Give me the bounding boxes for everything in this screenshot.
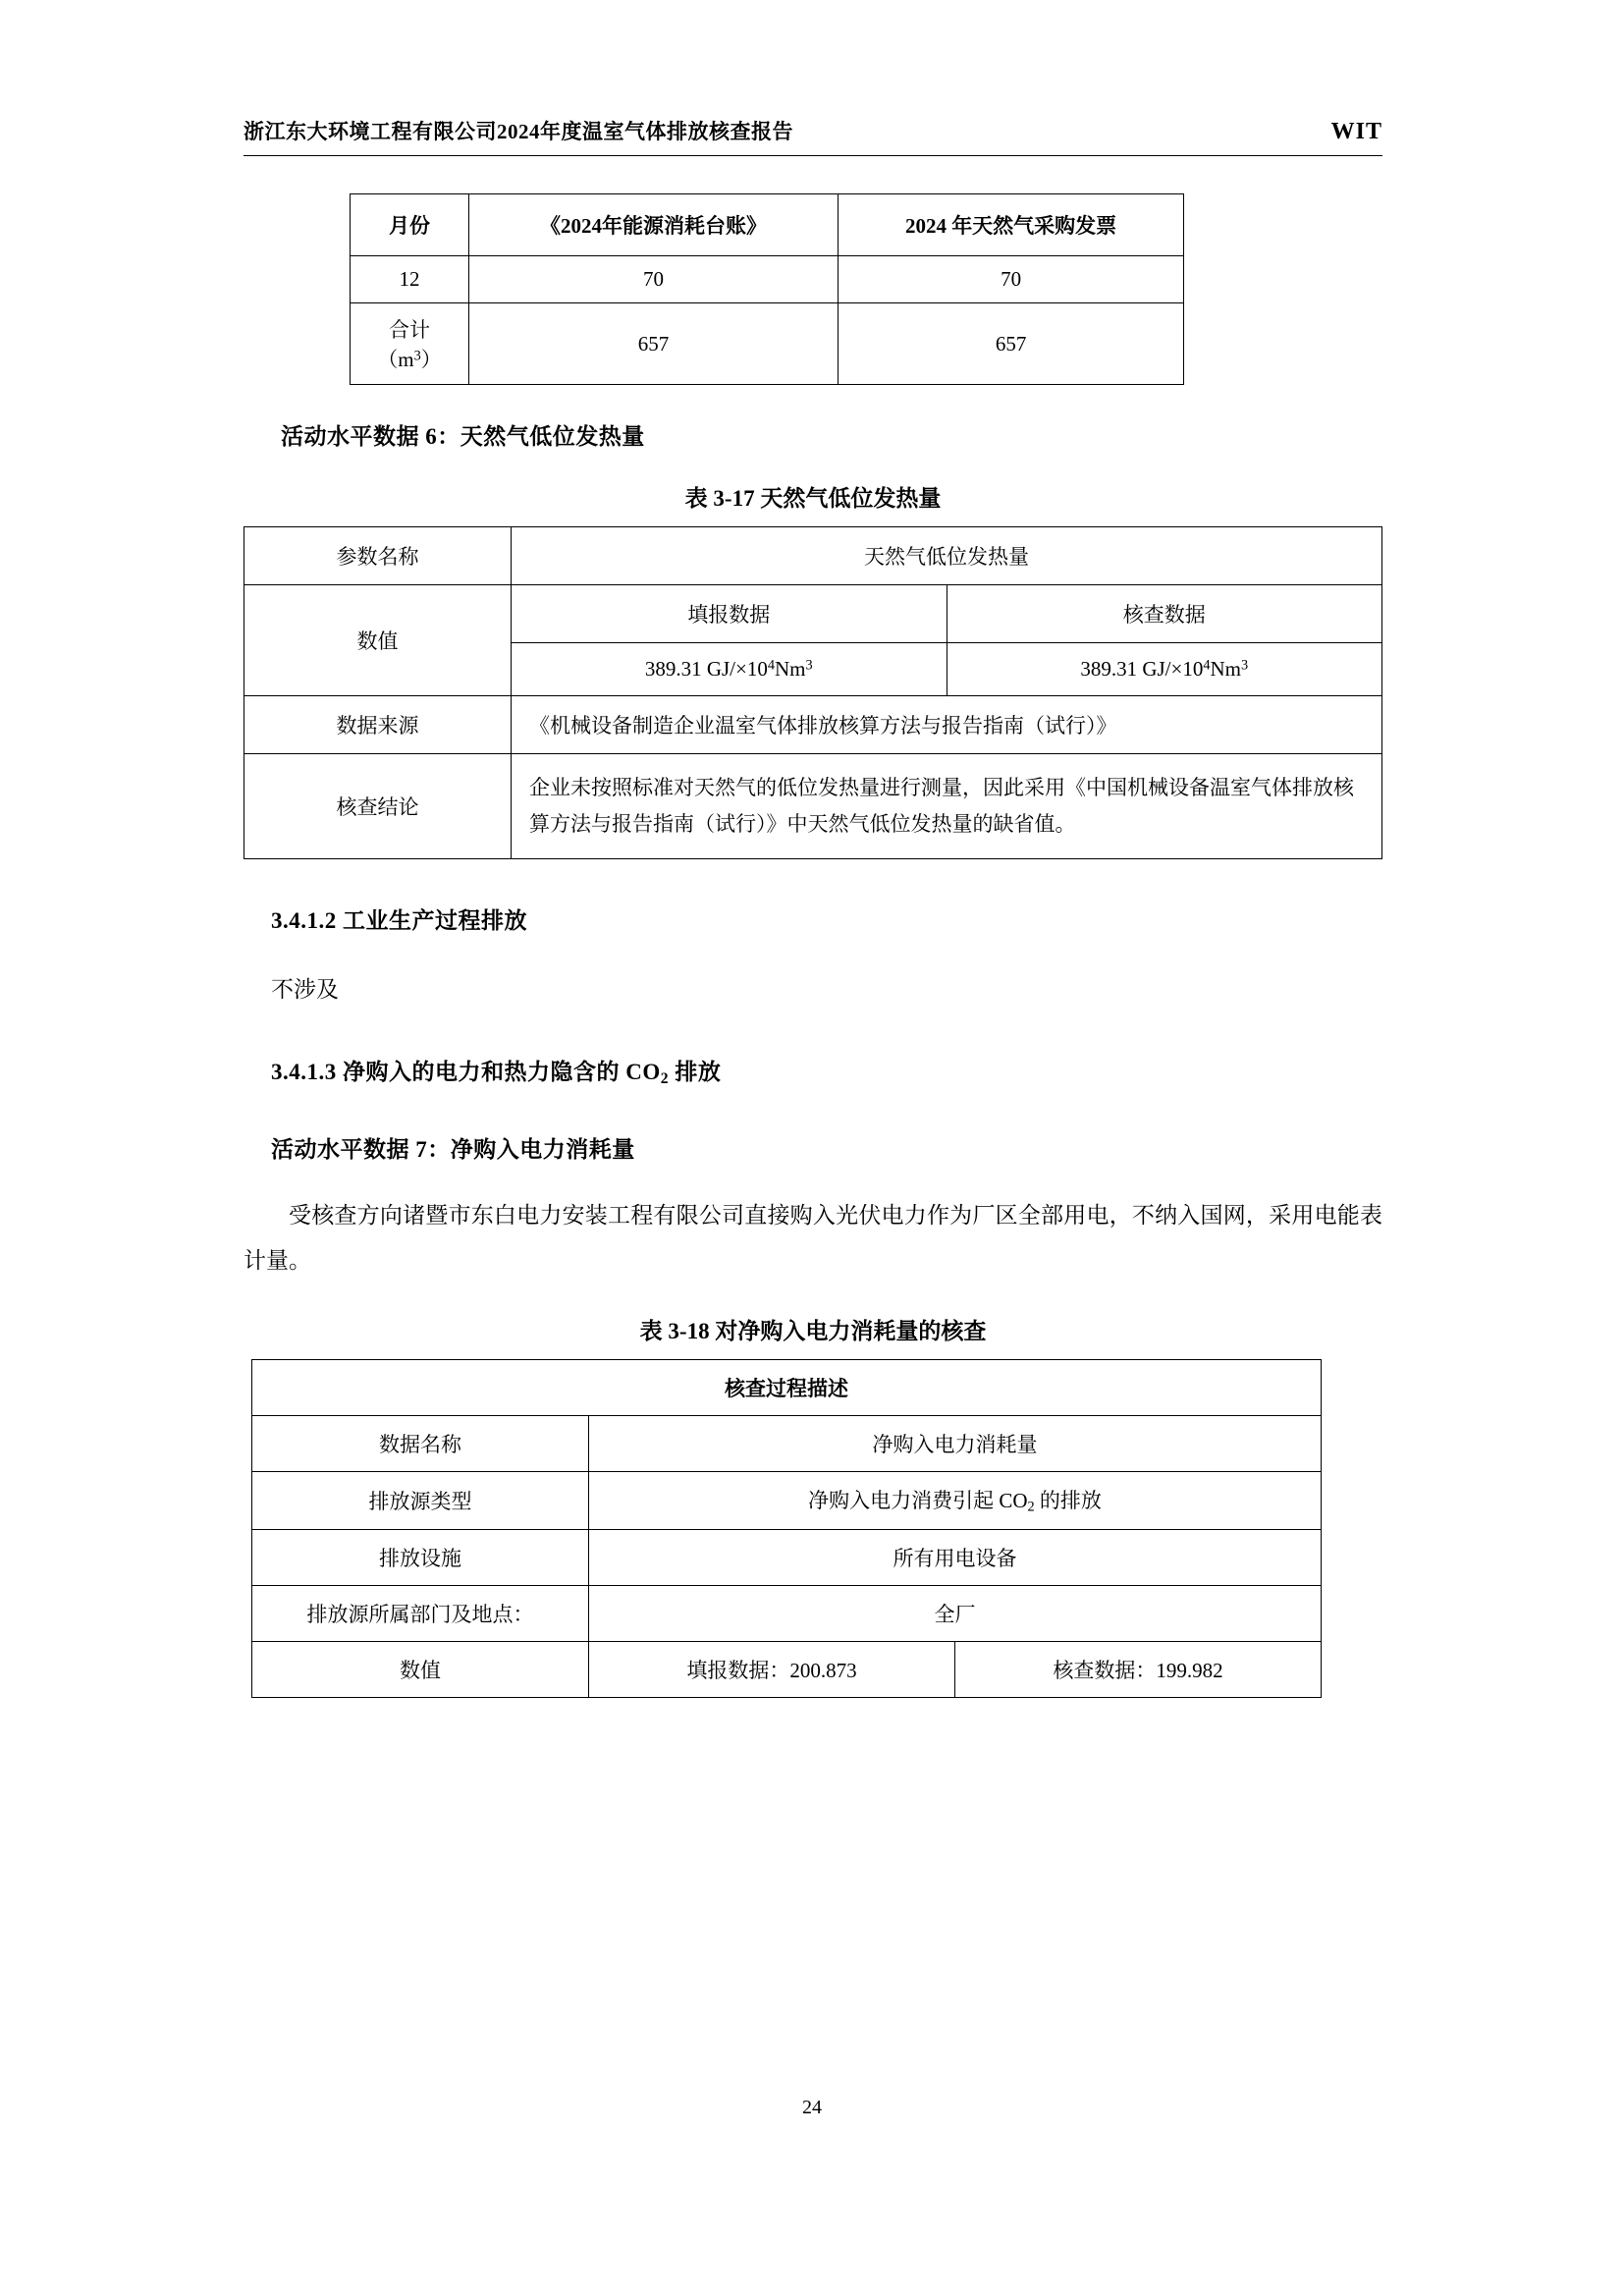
header-title: 浙江东大环境工程有限公司2024年度温室气体排放核查报告 [244,120,793,143]
table-3-18 [251,1359,1322,1698]
col-month: 月份 [351,194,469,256]
param-name-label: 参数名称 [244,527,512,585]
gas-purchase-table [350,193,1184,385]
table-row-header [351,194,1184,256]
value-verified-sup: 4 [1203,657,1211,674]
value-verified [947,643,1382,696]
source-type-post: 的排放 [1034,1489,1102,1513]
total-label-unit-pre: （m [377,348,414,371]
table-row [351,256,1184,303]
row-value-department: 全厂 [589,1585,1322,1641]
row-label-source-type: 排放源类型 [252,1472,589,1530]
table-row [252,1416,1322,1472]
cell-ledger-total: 657 [468,303,838,385]
row-value-facility: 所有用电设备 [589,1529,1322,1585]
conclusion-label: 核查结论 [244,754,512,859]
page-header [244,0,1382,156]
table-row [252,1472,1322,1530]
section-3412-heading: 3.4.1.2 工业生产过程排放 [271,907,527,933]
page-number: 24 [802,2097,822,2118]
row-value-data-name: 净购入电力消耗量 [589,1416,1322,1472]
table-3-17-caption: 表 3-17 天然气低位发热量 [684,486,942,511]
row-label-data-name: 数据名称 [252,1416,589,1472]
source-type-sub: 2 [1027,1499,1035,1515]
value-label: 数值 [244,585,512,696]
section-3413-post: 排放 [669,1060,722,1085]
row-value-verified: 核查数据：199.982 [955,1641,1322,1697]
value-reported-pre: 389.31 GJ/×10 [644,657,768,681]
cell-invoice-total: 657 [839,303,1184,385]
row-label-department: 排放源所属部门及地点： [252,1585,589,1641]
source-label: 数据来源 [244,696,512,754]
source-value: 《机械设备制造企业温室气体排放核算方法与报告指南（试行）》 [512,696,1382,754]
table-row-title [252,1360,1322,1416]
table-row-total [351,303,1184,385]
page-content [244,0,1382,1698]
row-label-facility: 排放设施 [252,1529,589,1585]
value-reported-unit-sup: 3 [805,657,813,674]
cell-month-12: 12 [351,256,469,303]
table-3-17 [244,526,1382,859]
verification-process-title: 核查过程描述 [252,1360,1322,1416]
col-invoice: 2024 年天然气采购发票 [839,194,1184,256]
value-reported [512,643,947,696]
total-label-unit-post: ） [420,348,442,371]
activity-data-6-heading: 活动水平数据 6：天然气低位发热量 [281,424,645,449]
table-row [252,1585,1322,1641]
cell-ledger-12: 70 [468,256,838,303]
table-row [244,696,1382,754]
section-3413-pre: 3.4.1.3 净购入的电力和热力隐含的 CO [271,1060,661,1085]
cell-total-label [351,303,469,385]
value-verified-unit-sup: 3 [1241,657,1249,674]
value-reported-post: Nm [775,657,806,681]
row-label-value: 数值 [252,1641,589,1697]
header-mark: WIT [1330,119,1382,144]
total-label-unit-sup: 3 [413,348,421,364]
row-value-source-type [589,1472,1322,1530]
table-row [252,1641,1322,1697]
conclusion-value: 企业未按照标准对天然气的低位发热量进行测量，因此采用《中国机械设备温室气体排放核算方法与报告指南（试行）》中天然气低位发热量的缺省值。 [512,754,1382,859]
section-3412-body: 不涉及 [271,976,339,1002]
param-name-value: 天然气低位发热量 [512,527,1382,585]
total-label-line1: 合计 [388,318,430,342]
value-reported-sup: 4 [767,657,775,674]
value-verified-pre: 389.31 GJ/×10 [1080,657,1204,681]
activity-data-7-heading: 活动水平数据 7：净购入电力消耗量 [271,1137,635,1163]
activity-data-7-paragraph: 受核查方向诸暨市东白电力安装工程有限公司直接购入光伏电力作为厂区全部用电，不纳入国网，采用电能表计量。 [244,1203,1382,1274]
cell-invoice-12: 70 [839,256,1184,303]
table-row [244,585,1382,643]
row-value-reported: 填报数据：200.873 [589,1641,955,1697]
table-row [244,754,1382,859]
section-3413-sub: 2 [660,1070,670,1088]
source-type-pre: 净购入电力消费引起 CO [808,1489,1028,1513]
table-row [244,527,1382,585]
table-3-18-caption: 表 3-18 对净购入电力消耗量的核查 [639,1319,987,1344]
section-3413-heading [271,1054,1382,1088]
col-reported-header: 填报数据 [512,585,947,643]
table-row [252,1529,1322,1585]
value-verified-post: Nm [1210,657,1241,681]
col-verified-header: 核查数据 [947,585,1382,643]
col-ledger: 《2024年能源消耗台账》 [468,194,838,256]
